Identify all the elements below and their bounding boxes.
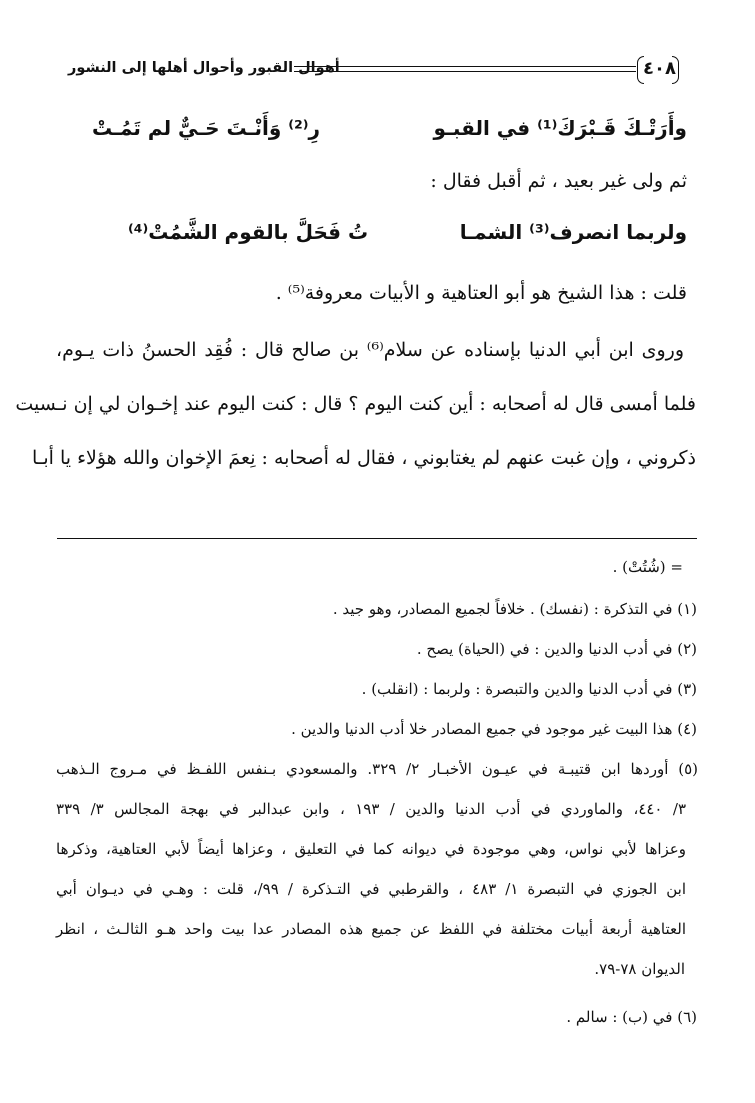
footnote-5-line: ابن الجوزي في التبصرة ١/ ٤٨٣ ، والقرطبي في التـذكرة / ٩٩/، قلت : وهـي في ديـوان أبي: [56, 880, 686, 898]
footnote-separator: [57, 538, 697, 539]
narrative-line: ثم ولى غير بعيد ، ثم أقبل فقال :: [430, 170, 687, 192]
footnote-5-line: ٣/ ٤٤٠، والماوردي في أدب الدنيا والدين / ١٩٣ ، وابن عبدالبر في بهجة المجالس ٣/ ٣٣٩: [56, 800, 687, 818]
author-note: قلت : هذا الشيخ هو أبو العتاهية و الأبيات معروفة⁽⁵⁾ .: [275, 282, 687, 304]
footnote-5-line: الديوان ٧٨-٧٩.: [594, 960, 685, 978]
footnote-3: (٣) في أدب الدنيا والدين والتبصرة : ولربما : (انقلب) .: [361, 680, 697, 698]
header-rule: [294, 66, 636, 67]
footnote-5-line: العتاهية أربعة أبيات مختلفة في اللفظ عن جميع هذه المصادر عدا بيت واحد هـو الثالـث ، انظر: [56, 920, 686, 938]
page-number-box: [637, 56, 679, 82]
footnote-continuation: = (شُتُتْ) .: [612, 558, 683, 576]
verse2-first-hemistich: ولربما انصرف⁽³⁾ الشمـا: [459, 220, 687, 244]
footnote-4: (٤) هذا البيت غير موجود في جميع المصادر خلا أدب الدنيا والدين .: [291, 720, 697, 738]
footnote-6: (٦) في (ب) : سالم .: [566, 1008, 697, 1026]
paragraph-line: ذكروني ، وإن غبت عنهم لم يغتابوني ، فقال له أصحابه : نِعمَ الإخوان والله هؤلاء يا أبـا: [31, 447, 696, 469]
footnote-5-line: (٥) أوردها ابن قتيبـة في عيـون الأخبـار ٢/ ٣٢٩. والمسعودي بـنفس اللفـظ في مـروج الـذهب: [56, 760, 699, 778]
verse1-second-hemistich: رِ⁽²⁾ وَأَنْـتَ حَـيٌّ لم تَمُـتْ: [92, 116, 321, 140]
paragraph-line: وروى ابن أبي الدنيا بإسناده عن سلام⁽⁶⁾ بن صالح قال : فُقِد الحسنُ ذات يـوم،: [56, 339, 684, 361]
running-header: [58, 52, 680, 88]
running-title: أهوال القبور وأحوال أهلها إلى النشور: [68, 60, 340, 76]
footnote-5-line: وعزاها لأبي نواس، وهي موجودة في ديوانه كما في التعليق ، وعزاها أيضاً لأبي العتاهية، وذكرها: [56, 840, 686, 858]
verse1-first-hemistich: وأَرَتْـكَ قَـبْرَكَ⁽¹⁾ في القبـو: [433, 116, 687, 140]
verse2-second-hemistich: تُ فَحَلَّ بالقوم الشَّمُتْ⁽⁴⁾: [128, 220, 369, 244]
paragraph-line: فلما أمسى قال له أصحابه : أين كنت اليوم ؟ قال : كنت اليوم عند إخـوان لي إن نـسيت: [15, 393, 696, 415]
page-number: ٤٠٨: [643, 58, 676, 79]
footnote-1: (١) في التذكرة : (نفسك) . خلافاً لجميع المصادر، وهو جيد .: [332, 600, 697, 618]
header-rule: [294, 71, 636, 72]
footnote-2: (٢) في أدب الدنيا والدين : في (الحياة) يصح .: [416, 640, 697, 658]
